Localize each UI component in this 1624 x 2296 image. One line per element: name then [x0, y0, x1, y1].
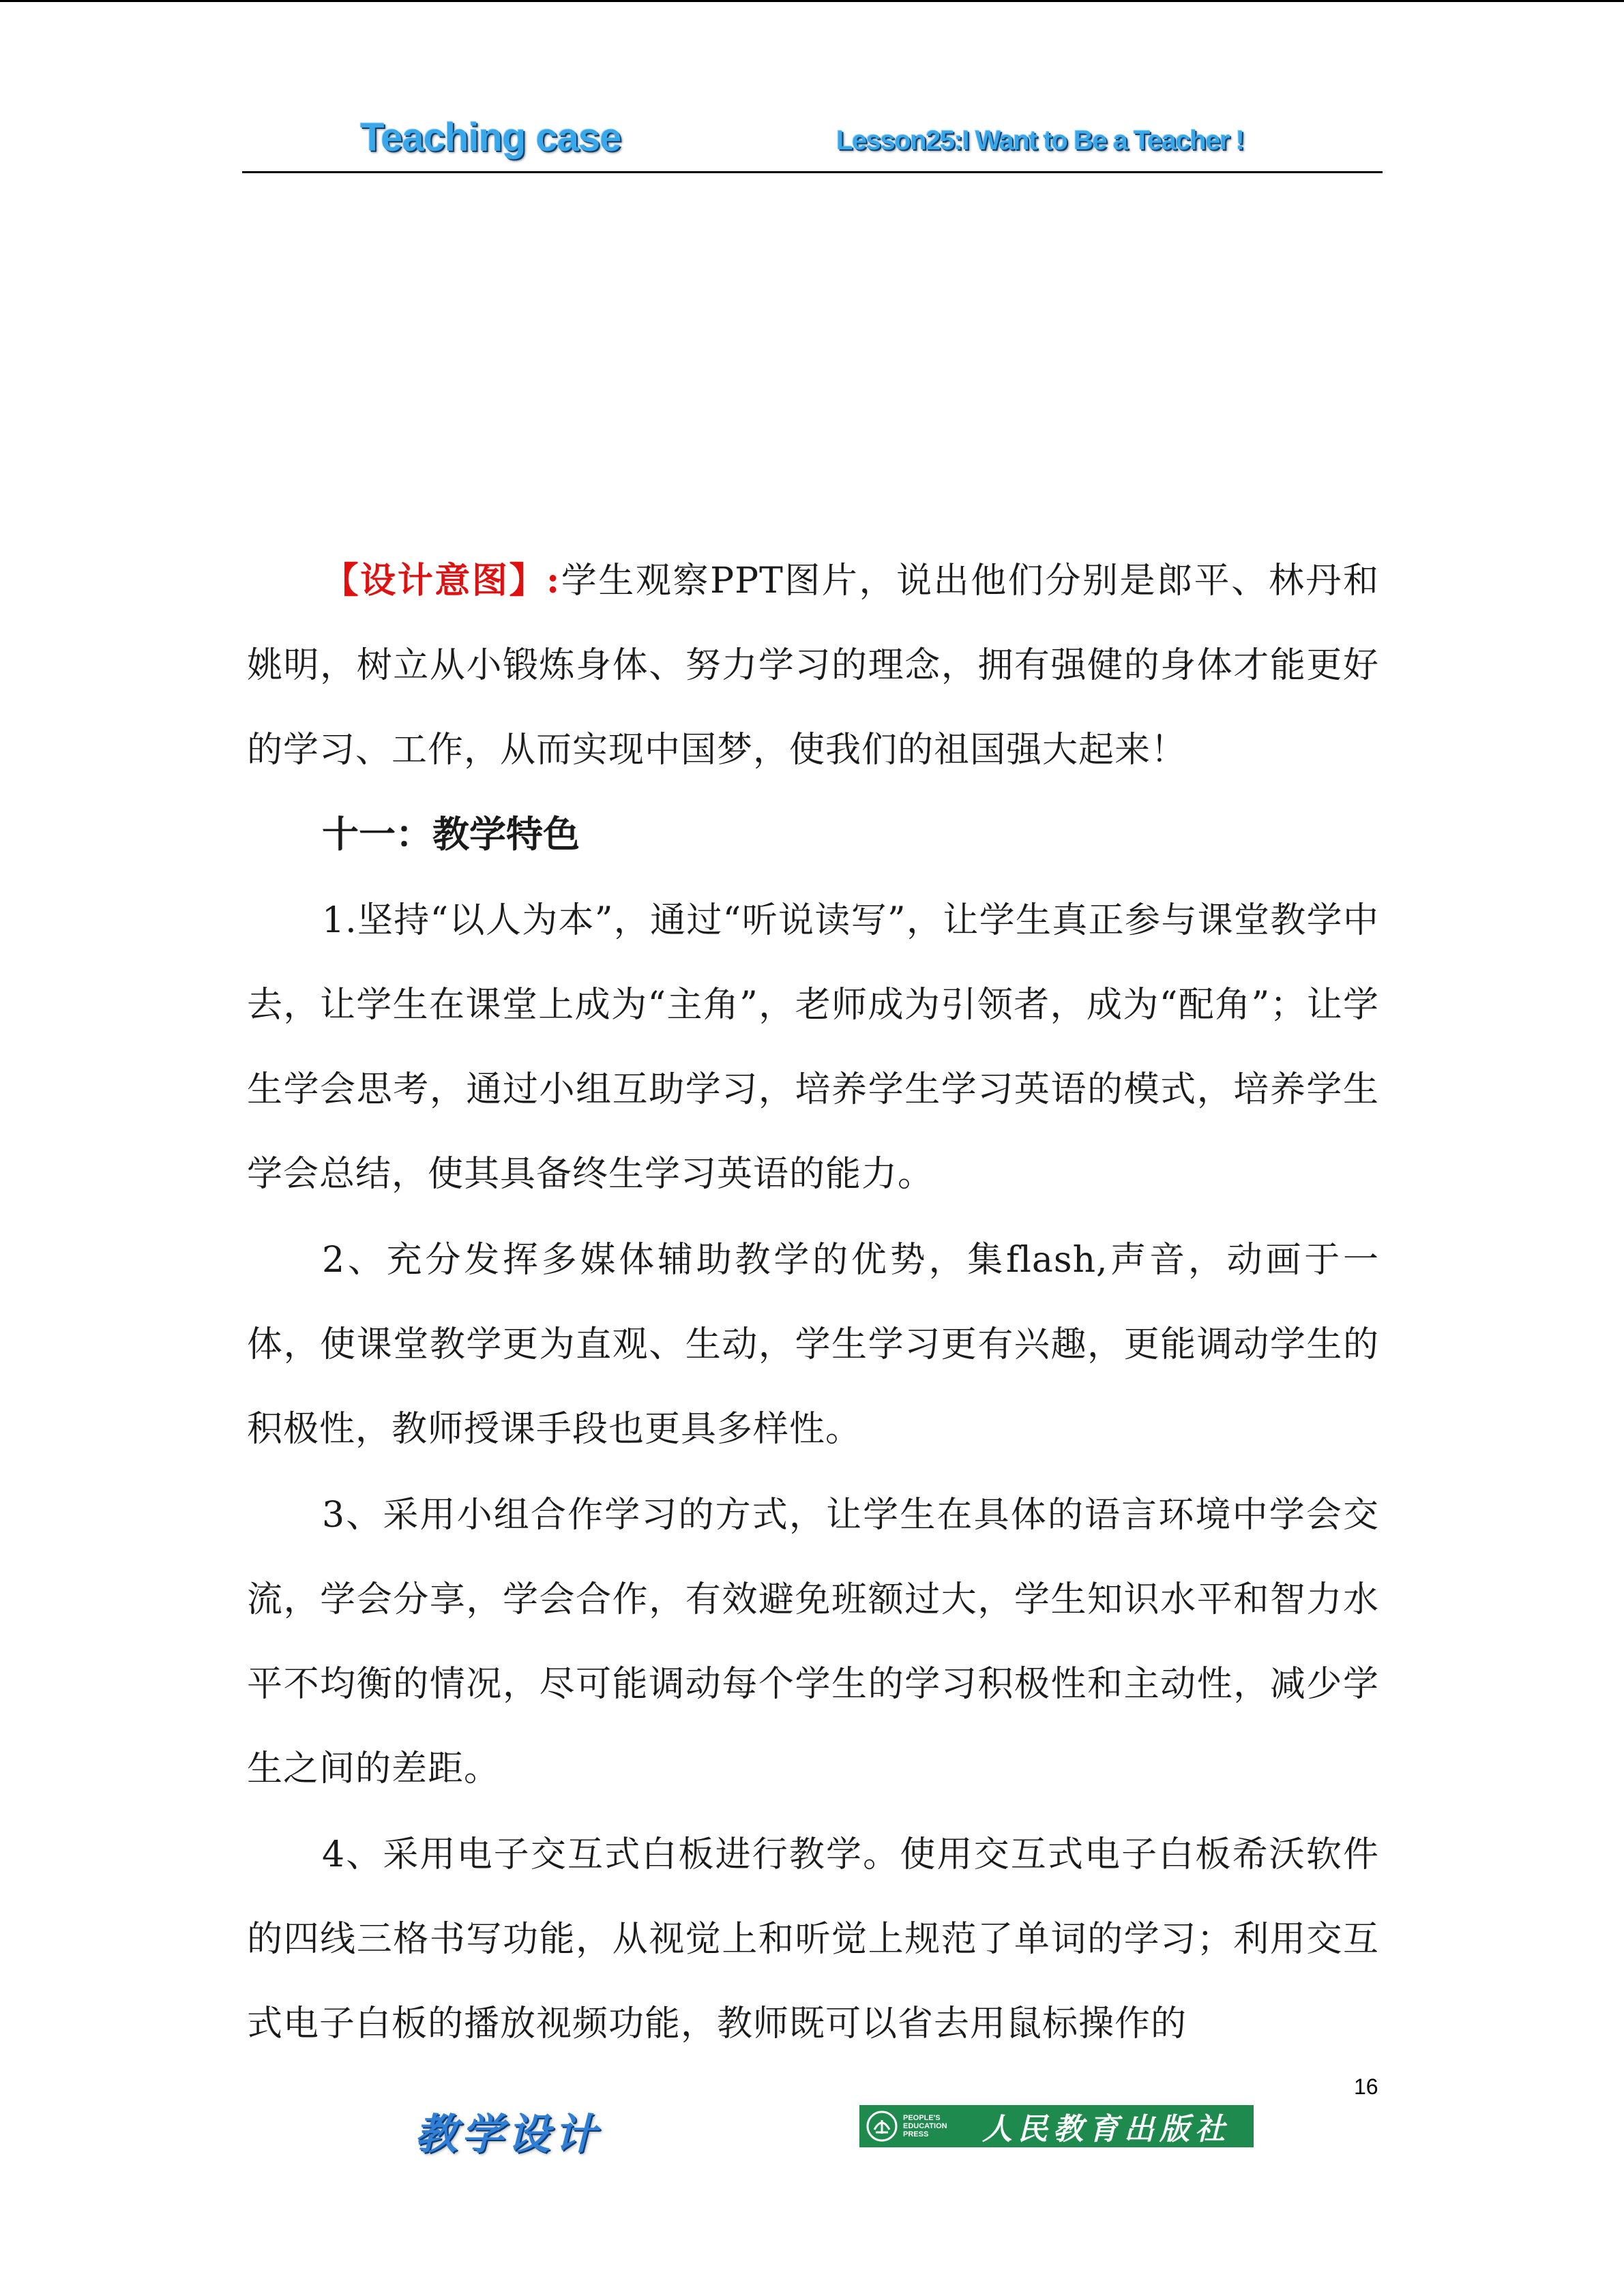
- feature-item-2: [247, 1218, 1379, 1472]
- feature-item-4: [247, 1813, 1379, 2066]
- design-intent-text: 学生观察PPT图片，说出他们分别是郎平、林丹和姚明，树立从小锻炼身体、努力学习的理念，拥有强健的身体才能更好的学习、工作，从而实现中国梦，使我们的祖国强大起来！: [247, 561, 1379, 771]
- publisher-banner: [859, 2105, 1254, 2147]
- feature-item-4-text: 4、采用电子交互式白板进行教学。使用交互式电子白板希沃软件的四线三格书写功能，从视觉上和听觉上规范了单词的学习；利用交互式电子白板的播放视频功能，教师既可以省去用鼠标操作的: [247, 1834, 1379, 2044]
- publisher-logo-icon: [866, 2111, 898, 2142]
- feature-item-1-text: 1.坚持“以人为本”，通过“听说读写”，让学生真正参与课堂教学中去，让学生在课堂上成为“主角”，老师成为引领者，成为“配角”；让学生学会思考，通过小组互助学习，培养学生学习英语的模式，培养学生学会总结，使其具备终生学习英语的能力。: [247, 900, 1379, 1195]
- design-intent-label: 【设计意图】:: [322, 560, 561, 601]
- feature-item-3-text: 3、采用小组合作学习的方式，让学生在具体的语言环境中学会交流，学会分享，学会合作，有效避免班额过大，学生知识水平和智力水平不均衡的情况，尽可能调动每个学生的学习积极性和主动性，减少学生之间的差距。: [247, 1495, 1379, 1789]
- header-rule: [242, 171, 1383, 173]
- feature-item-1: [247, 878, 1379, 1217]
- feature-item-3: [247, 1473, 1379, 1811]
- footer-brand: 教学设计: [415, 2109, 601, 2159]
- feature-item-2-text: 2、充分发挥多媒体辅助教学的优势，集flash,声音，动画于一体，使课堂教学更为直观、生动，学生学习更有兴趣，更能调动学生的积极性，教师授课手段也更具多样性。: [247, 1240, 1379, 1450]
- publisher-name-en: PEOPLE'S EDUCATION PRESS: [903, 2114, 947, 2138]
- publisher-name-cn: 人民教育出版社: [982, 2112, 1230, 2147]
- section-heading: 十一：教学特色: [322, 813, 580, 856]
- header-right-title: Lesson25:I Want to Be a Teacher !: [836, 125, 1244, 155]
- design-intent-paragraph: [247, 539, 1379, 792]
- header-left-title: Teaching case: [360, 115, 621, 160]
- page-number: 16: [1354, 2074, 1378, 2099]
